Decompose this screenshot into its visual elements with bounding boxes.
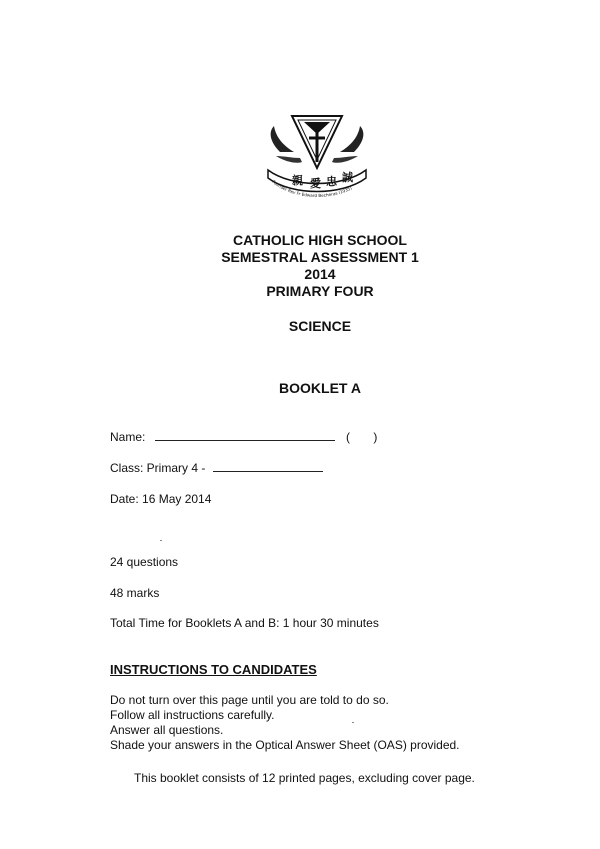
name-row xyxy=(110,430,377,444)
svg-text:誠: 誠 xyxy=(342,171,353,184)
crest-band-text: Founder Rev Fr Edward Becheras (1935) xyxy=(271,178,353,198)
svg-text:親: 親 xyxy=(292,174,303,187)
name-label: Name: xyxy=(110,430,146,444)
class-blank[interactable] xyxy=(213,461,323,472)
instructions-list xyxy=(110,693,460,753)
level: PRIMARY FOUR xyxy=(266,283,374,299)
instruction-line: Do not turn over this page until you are told to do so. xyxy=(110,693,389,707)
class-label: Class: Primary 4 - xyxy=(110,461,206,475)
instruction-line: Shade your answers in the Optical Answer Sheet (OAS) provided. xyxy=(110,738,460,752)
instructions-title: INSTRUCTIONS TO CANDIDATES xyxy=(110,662,317,677)
subject: SCIENCE xyxy=(288,318,352,334)
booklet-label: BOOKLET A xyxy=(279,380,361,396)
school-name: CATHOLIC HIGH SCHOOL xyxy=(233,232,407,248)
page-count-note: This booklet consists of 12 printed pages, excluding cover page. xyxy=(134,771,475,785)
svg-text:忠: 忠 xyxy=(326,175,337,188)
instruction-line: Follow all instructions carefully. xyxy=(110,708,275,722)
index-open-paren: ( xyxy=(346,430,351,444)
school-crest-logo xyxy=(262,112,372,198)
index-close-paren: ) xyxy=(373,430,378,444)
svg-text:愛: 愛 xyxy=(310,177,321,190)
total-time: Total Time for Booklets A and B: 1 hour 30 minutes xyxy=(110,616,379,630)
assessment-year: 2014 xyxy=(304,266,336,282)
date-line: Date: 16 May 2014 xyxy=(110,492,212,506)
question-count: 24 questions xyxy=(110,555,179,569)
name-blank[interactable] xyxy=(155,430,335,441)
marks-count: 48 marks xyxy=(110,586,160,600)
instruction-line: Answer all questions. xyxy=(110,723,224,737)
class-row xyxy=(110,461,323,475)
assessment-title: SEMESTRAL ASSESSMENT 1 xyxy=(221,249,419,265)
